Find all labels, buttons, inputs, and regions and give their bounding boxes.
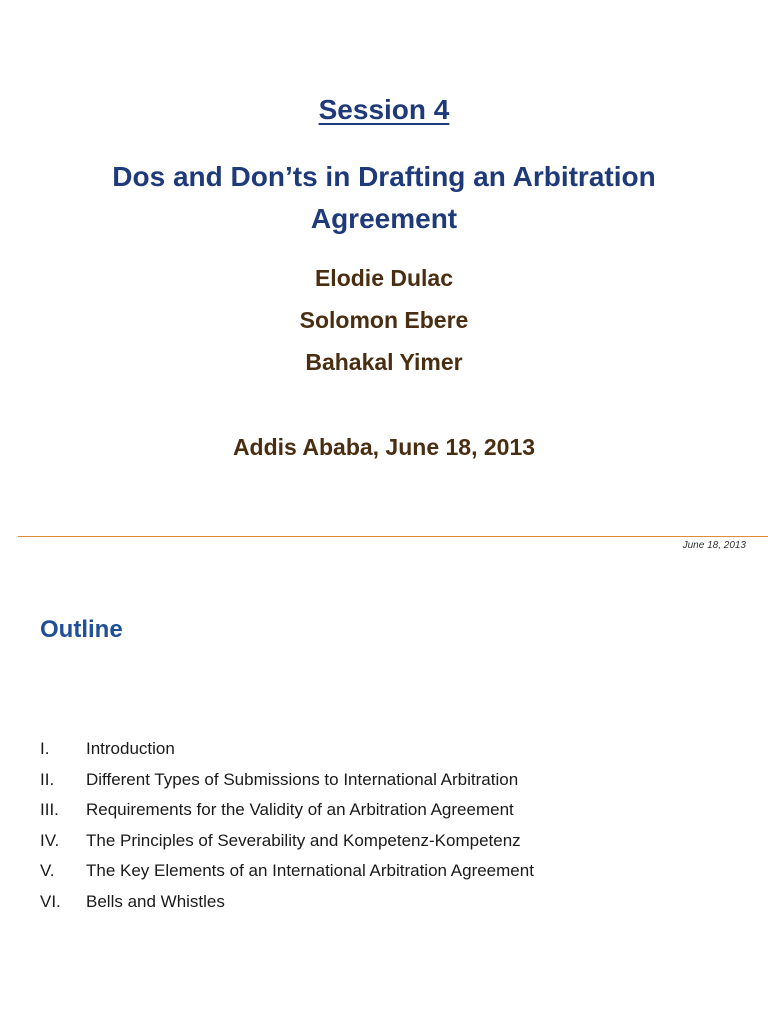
outline-item: [40, 856, 534, 887]
outline-item-text: Bells and Whistles: [86, 891, 225, 911]
outline-item-number: III.: [40, 800, 59, 820]
footer-divider: [18, 536, 768, 537]
outline-item-text: Requirements for the Validity of an Arbitration Agreement: [86, 800, 514, 820]
outline-heading: Outline: [40, 616, 123, 643]
session-title: Session 4: [318, 94, 450, 125]
outline-item: [40, 795, 534, 826]
place-and-date: Addis Ababa, June 18, 2013: [232, 434, 536, 460]
outline-item: [40, 826, 534, 857]
outline-item-number: V.: [40, 861, 55, 881]
outline-item-text: Different Types of Submissions to International Arbitration: [86, 769, 519, 789]
outline-item-number: II.: [40, 769, 55, 789]
outline-item: [40, 765, 534, 796]
outline-list: [40, 734, 534, 917]
author-name: Bahakal Yimer: [305, 349, 463, 375]
outline-item-number: IV.: [40, 830, 60, 850]
author-name: Solomon Ebere: [299, 307, 469, 333]
presentation-title: Dos and Don’ts in Drafting an Arbitration Agreement: [112, 161, 656, 234]
outline-item-number: I.: [40, 739, 50, 759]
outline-item-text: The Key Elements of an International Arbitration Agreement: [86, 861, 534, 881]
outline-item-text: The Principles of Severability and Kompetenz-Kompetenz: [86, 830, 521, 850]
author-name: Elodie Dulac: [314, 265, 454, 291]
footer-date: June 18, 2013: [682, 540, 746, 551]
outline-item-text: Introduction: [86, 739, 175, 759]
outline-item: [40, 887, 534, 918]
outline-item: [40, 734, 534, 765]
outline-item-number: VI.: [40, 891, 61, 911]
